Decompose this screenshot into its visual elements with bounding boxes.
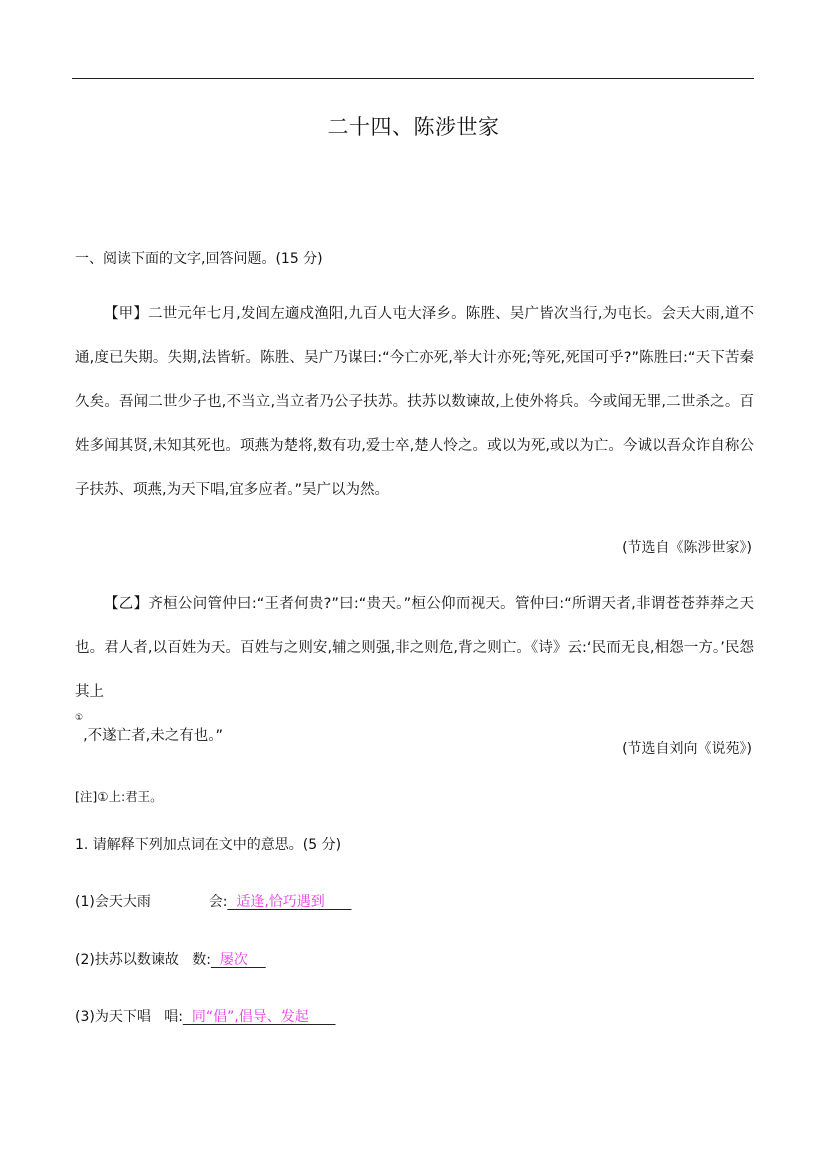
item-phrase: (2)扶苏以数谏故 — [75, 952, 179, 968]
passage-b — [75, 582, 754, 758]
question-item — [75, 1006, 336, 1026]
passage-b-source: (节选自刘向《说苑》) — [622, 741, 752, 757]
question-item — [75, 949, 266, 969]
passage-b-text-end: ,不遂亡者,未之有也。” — [83, 728, 224, 744]
annotation-note: [注]①上:君王。 — [75, 789, 163, 804]
item-word: 会: — [208, 894, 228, 910]
question-prompt: 1. 请解释下列加点词在文中的意思。(5 分) — [75, 837, 342, 853]
header-rule — [72, 78, 754, 79]
footnote-mark: ① — [75, 713, 84, 723]
passage-a-source: (节选自《陈涉世家》) — [622, 540, 752, 556]
item-phrase: (3)为天下唱 — [75, 1009, 151, 1025]
section-heading: 一、阅读下面的文字,回答问题。(15 分) — [75, 251, 323, 267]
question-item — [75, 891, 351, 911]
item-word: 数: — [192, 952, 211, 968]
item-answer: 适逢,恰巧遇到 — [236, 894, 325, 910]
item-word: 唱: — [164, 1009, 183, 1025]
item-answer: 屡次 — [219, 952, 248, 968]
passage-b-text: 【乙】齐桓公问管仲曰:“王者何贵?”曰:“贵天。”桓公仰而视天。管仲曰:“所谓天者,非谓苍苍莽莽之天也。君人者,以百姓为天。百姓与之则安,辅之则强,非之则危,背之则亡。《诗》云:‘民而无良,相怨一方。’民怨其上 — [75, 596, 754, 700]
passage-a: 【甲】二世元年七月,发闾左適戍渔阳,九百人屯大泽乡。陈胜、吴广皆次当行,为屯长。会天大雨,道不通,度已失期。失期,法皆斩。陈胜、吴广乃谋曰:“今亡亦死,举大计亦死;等死,死国可乎?”陈胜曰:“天下苦秦久矣。吾闻二世少子也,不当立,当立者乃公子扶苏。扶苏以数谏故,上使外将兵。今或闻无罪,二世杀之。百姓多闻其贤,未知其死也。项燕为楚将,数有功,爱士卒,楚人怜之。或以为死,或以为亡。今诚以吾众诈自称公子扶苏、项燕,为天下唱,宜多应者。”吴广以为然。 — [75, 306, 754, 498]
page-title: 二十四、陈涉世家 — [327, 115, 500, 139]
item-answer: 同“倡”,倡导、发起 — [191, 1009, 309, 1025]
item-phrase: (1)会天大雨 — [75, 894, 151, 910]
